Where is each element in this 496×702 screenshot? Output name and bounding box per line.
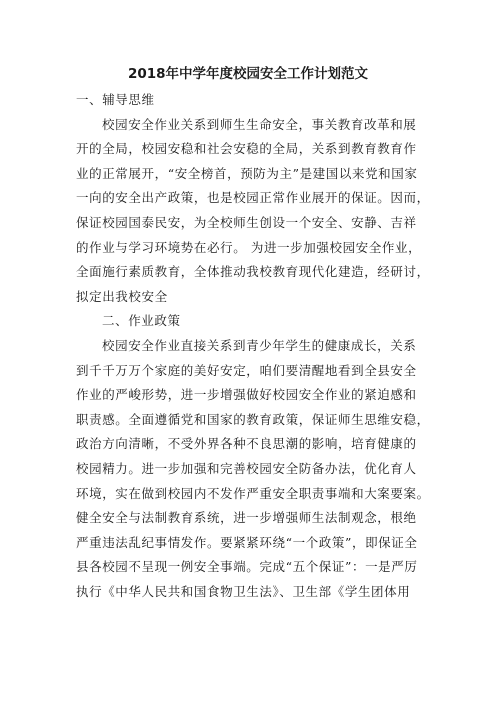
paragraph-line: 开的全局，校园安稳和社会安稳的全局，关系到教育教育作 [76,141,417,157]
paragraph-line: 严重违法乱纪事情发作。要紧紧环绕“一个政策”，即保证全 [76,534,418,550]
paragraph-line: 保证校园国泰民安，为全校师生创设一个安全、安静、吉祥 [76,214,417,230]
document-title: 2018年中学年度校园安全工作计划范文 [127,66,369,82]
paragraph-line: 校园安全作业关系到师生生命安全，事关教育改革和展 [102,116,417,132]
document-body [76,88,428,604]
paragraph-line: 一向的安全出产政策，也是校园正常作业展开的保证。因而， [76,190,430,206]
paragraph-line: 业的正常展开，“安全榜首，预防为主”是建国以来党和国家 [76,165,418,181]
paragraph-line: 环境，实在做到校园内不发作严重安全职责事端和大案要案。 [76,485,430,501]
section-heading-1: 一、辅导思维 [76,92,155,107]
paragraph-line: 的作业与学习环境势在必行。 为进一步加强校园安全作业， [76,239,422,255]
paragraph-line: 全面施行素质教育，全体推动我校教育现代化建造，经研讨， [76,264,430,280]
paragraph-line: 政治方向清晰，不受外界各种不良思潮的影响，培育健康的 [76,436,417,452]
paragraph-line: 校园安全作业直接关系到青少年学生的健康成长，关系 [102,337,417,353]
paragraph-line: 县各校园不呈现一例安全事端。完成“五个保证”：一是严厉 [76,559,418,575]
paragraph-line: 校园精力。进一步加强和完善校园安全防备办法，优化育人 [76,460,417,476]
paragraph-line: 到千千万万个家庭的美好安定，咱们要清醒地看到全县安全 [76,362,417,378]
paragraph-line: 作业的严峻形势，进一步增强做好校园安全作业的紧迫感和 [76,387,417,403]
section-heading-2: 二、作业政策 [102,313,181,329]
paragraph-line: 执行《中华人民共和国食物卫生法》、卫生部《学生团体用 [76,583,411,599]
paragraph-line: 职责感。全面遵循党和国家的教育政策，保证师生思维安稳， [76,411,430,427]
paragraph-line: 拟定出我校安全 [76,288,168,304]
paragraph-line: 健全安全与法制教育系统，进一步增强师生法制观念，根绝 [76,510,417,526]
